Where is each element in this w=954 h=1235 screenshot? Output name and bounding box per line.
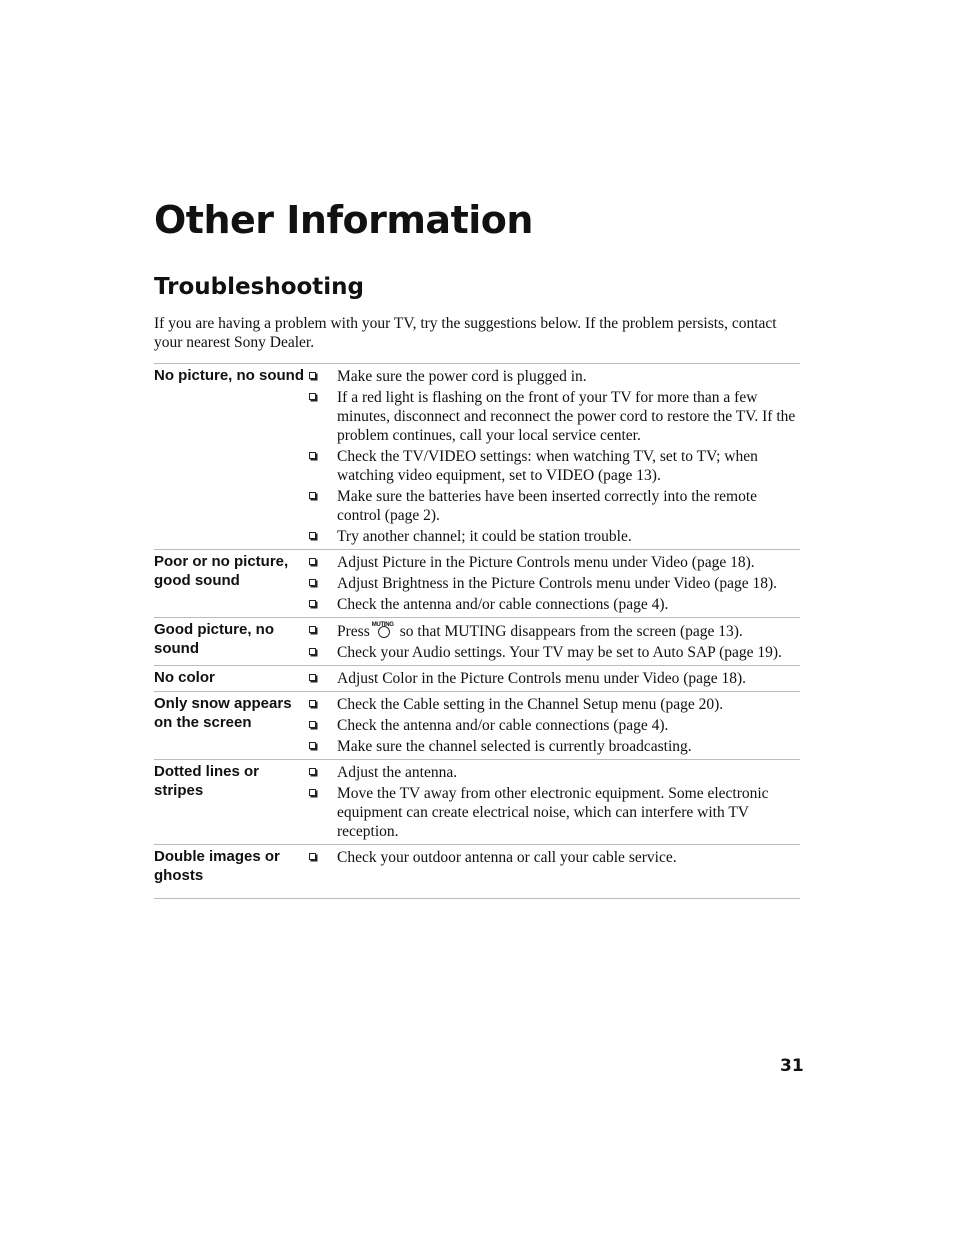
checkbox-bullet-icon xyxy=(309,789,316,796)
solution-item xyxy=(304,527,800,546)
checkbox-bullet-icon xyxy=(309,721,316,728)
solution-list xyxy=(304,619,800,662)
checkbox-bullet-icon xyxy=(309,853,316,860)
checkbox-bullet-icon xyxy=(309,674,316,681)
problem-label: Poor or no picture, good sound xyxy=(154,553,289,589)
solution-item xyxy=(304,595,800,614)
checkbox-bullet-icon xyxy=(309,372,316,379)
solution-text: Check the TV/VIDEO settings: when watching TV, set to TV; when watching video equipment, set to VIDEO (page 13). xyxy=(337,448,758,484)
solution-text: Adjust Brightness in the Picture Controls menu under Video (page 18). xyxy=(337,575,778,592)
solution-text: Move the TV away from other electronic equipment. Some electronic equipment can create electrical noise, which can interfere with TV reception. xyxy=(337,785,769,840)
solution-text: Check the antenna and/or cable connections (page 4). xyxy=(337,717,669,734)
solution-text: Check your outdoor antenna or call your cable service. xyxy=(337,849,677,866)
checkbox-bullet-icon xyxy=(309,492,316,499)
solution-text: Make sure the power cord is plugged in. xyxy=(337,368,587,385)
table-row xyxy=(154,760,800,845)
solution-text-suffix: so that MUTING disappears from the screen (page 13). xyxy=(399,623,743,640)
solution-list xyxy=(304,365,800,546)
checkbox-bullet-icon xyxy=(309,626,316,633)
solution-text: Make sure the channel selected is currently broadcasting. xyxy=(337,738,692,755)
solution-item xyxy=(304,669,800,688)
problem-label: No picture, no sound xyxy=(154,367,304,384)
page-title: Other Information xyxy=(154,198,533,242)
table-row xyxy=(154,618,800,666)
solution-text: If a red light is flashing on the front of your TV for more than a few minutes, disconnect and reconnect the power cord to restore the TV. If the problem continues, call your local service center. xyxy=(337,389,796,444)
troubleshooting-table xyxy=(154,363,800,899)
table-row xyxy=(154,666,800,692)
solution-item xyxy=(304,784,800,841)
solution-item xyxy=(304,695,800,714)
solution-item xyxy=(304,574,800,593)
problem-label: Only snow appears on the screen xyxy=(154,695,292,731)
solution-list xyxy=(304,693,800,756)
page-number: 31 xyxy=(780,1056,804,1076)
problem-label: No color xyxy=(154,669,215,686)
solution-item xyxy=(304,447,800,485)
checkbox-bullet-icon xyxy=(309,648,316,655)
checkbox-bullet-icon xyxy=(309,452,316,459)
intro-paragraph: If you are having a problem with your TV, try the suggestions below. If the problem persists, contact your nearest Sony Dealer. xyxy=(154,315,777,351)
table-row xyxy=(154,692,800,760)
checkbox-bullet-icon xyxy=(309,579,316,586)
muting-label: MUTING xyxy=(371,622,394,628)
section-title: Troubleshooting xyxy=(154,274,365,300)
solution-item xyxy=(304,643,800,662)
table-row xyxy=(154,845,800,899)
checkbox-bullet-icon xyxy=(309,532,316,539)
muting-button-icon xyxy=(372,621,398,639)
solution-list xyxy=(304,551,800,614)
solution-item xyxy=(304,716,800,735)
solution-list xyxy=(304,846,800,885)
solution-item xyxy=(304,763,800,782)
checkbox-bullet-icon xyxy=(309,768,316,775)
solution-item xyxy=(304,737,800,756)
solution-text: Make sure the batteries have been inserted correctly into the remote control (page 2). xyxy=(337,488,758,524)
checkbox-bullet-icon xyxy=(309,700,316,707)
checkbox-bullet-icon xyxy=(309,600,316,607)
solution-item xyxy=(304,388,800,445)
table-row xyxy=(154,364,800,550)
solution-item xyxy=(304,848,800,867)
solution-text: Try another channel; it could be station trouble. xyxy=(337,528,632,545)
solution-list xyxy=(304,667,800,688)
solution-text: Check your Audio settings. Your TV may be set to Auto SAP (page 19). xyxy=(337,644,782,661)
solution-text: Press xyxy=(337,623,370,640)
solution-item xyxy=(304,367,800,386)
table-row xyxy=(154,550,800,618)
solution-text: Check the Cable setting in the Channel Setup menu (page 20). xyxy=(337,696,724,713)
solution-list xyxy=(304,761,800,841)
checkbox-bullet-icon xyxy=(309,558,316,565)
solution-text: Adjust the antenna. xyxy=(337,764,458,781)
problem-label: Dotted lines or stripes xyxy=(154,763,260,799)
solution-item xyxy=(304,487,800,525)
solution-item xyxy=(304,621,800,641)
solution-text: Adjust Color in the Picture Controls menu under Video (page 18). xyxy=(337,670,747,687)
checkbox-bullet-icon xyxy=(309,393,316,400)
problem-label: Good picture, no sound xyxy=(154,621,274,657)
solution-text: Adjust Picture in the Picture Controls menu under Video (page 18). xyxy=(337,554,755,571)
solution-item xyxy=(304,553,800,572)
solution-text: Check the antenna and/or cable connections (page 4). xyxy=(337,596,669,613)
checkbox-bullet-icon xyxy=(309,742,316,749)
problem-label: Double images or ghosts xyxy=(154,848,280,884)
